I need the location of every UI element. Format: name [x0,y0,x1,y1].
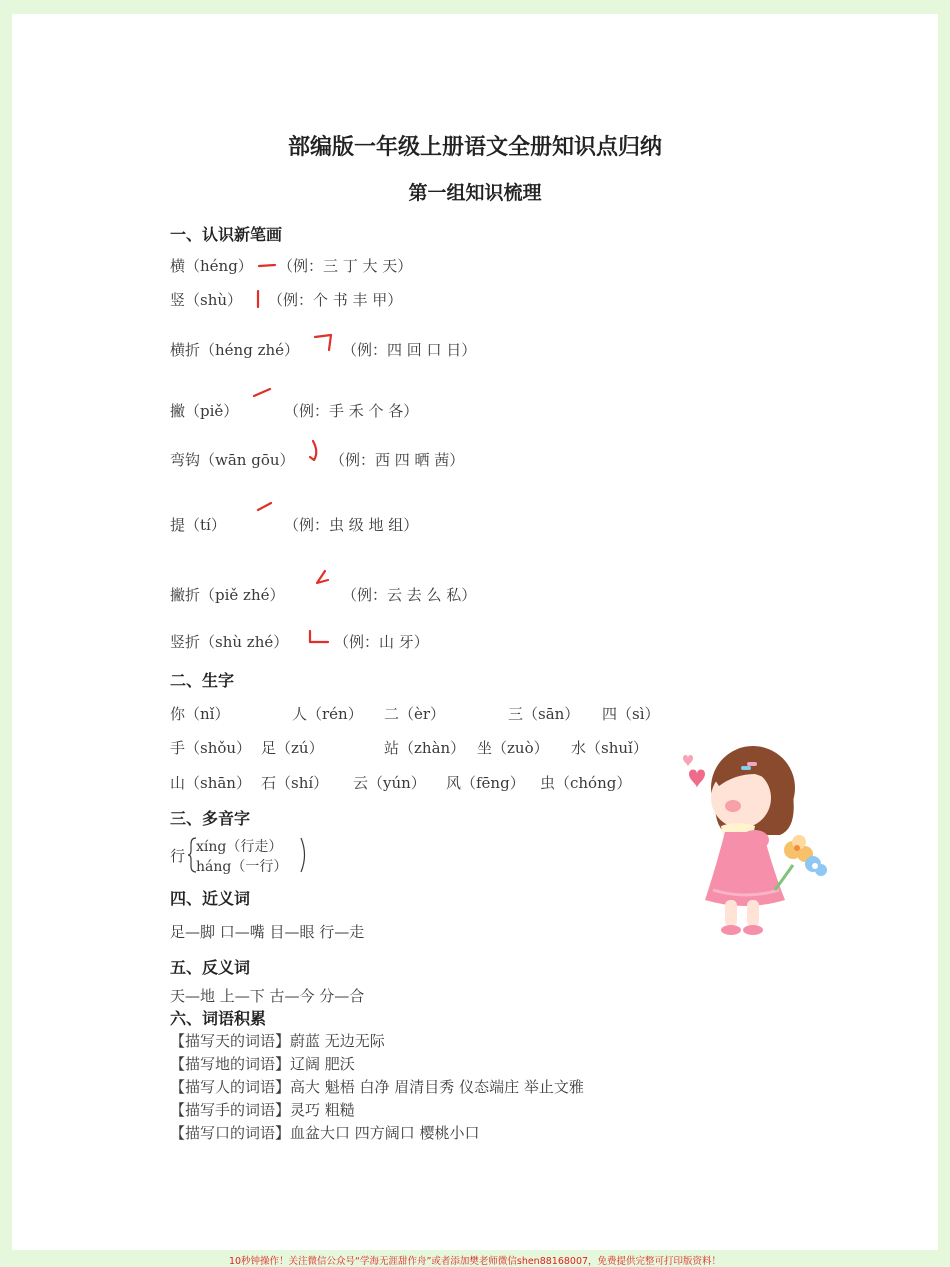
char-item: 山（shān） [170,774,251,792]
char-item: 坐（zuò） [477,739,549,757]
piezhe-stroke-icon [312,568,332,590]
stroke-name: 弯钩（wān gōu） [170,451,295,469]
char-item: 云（yún） [353,774,426,792]
char-item: 站（zhàn） [384,739,466,757]
char-item: 水（shuǐ） [571,739,648,757]
stroke-name: 撇（piě） [170,402,239,420]
char-item: 人（rén） [292,705,363,723]
vocab-line: 【描写手的词语】灵巧 粗糙 [170,1101,355,1119]
antonym-list: 天—地 上—下 古—今 分—合 [170,987,365,1005]
right-paren-icon [298,836,310,874]
stroke-examples: （例：三 丁 大 天） [278,257,413,275]
section-heading-antonyms: 五、反义词 [170,958,251,977]
document-title: 部编版一年级上册语文全册知识点归纳 [287,135,662,160]
shuzhe-stroke-icon [306,628,332,648]
stroke-name: 竖（shù） [170,291,243,309]
ti-stroke-icon [254,499,274,513]
wangou-stroke-icon [305,438,325,466]
promo-footer: 10秒钟操作！关注微信公众号“学海无涯甜作舟”或者添加樊老师微信shen88168007，免费提供完整可打印版资料！ [228,1256,722,1267]
polyphone-char: 行 [170,847,186,865]
section-heading-vocabulary: 六、词语积累 [170,1009,267,1028]
vocab-line: 【描写人的词语】高大 魁梧 白净 眉清目秀 仪态端庄 举止文雅 [170,1078,584,1096]
heng-stroke-icon [257,256,277,276]
stroke-examples: （例：西 四 晒 茜） [330,451,465,469]
stroke-examples: （例：四 回 口 日） [342,341,477,359]
stroke-name: 竖折（shù zhé） [170,633,289,651]
char-item: 手（shǒu） [170,739,252,757]
char-item: 石（shí） [261,774,329,792]
section-heading-strokes: 一、认识新笔画 [170,225,283,244]
polyphone-reading: háng（一行） [196,859,288,875]
char-item: 风（fēng） [446,774,525,792]
hengzhe-stroke-icon [312,330,338,354]
polyphone-reading: xíng（行走） [196,839,283,855]
char-item: 你（nǐ） [170,705,230,723]
girl-with-flowers-illustration [675,740,835,940]
section-heading-polyphone: 三、多音字 [170,809,251,828]
section-heading-characters: 二、生字 [170,671,235,690]
stroke-examples: （例：个 书 丰 甲） [268,291,403,309]
section-heading-synonyms: 四、近义词 [170,889,251,908]
stroke-examples: （例：山 牙） [334,633,429,651]
pie-stroke-icon [250,385,274,401]
synonym-list: 足—脚 口—嘴 目—眼 行—走 [170,923,365,941]
stroke-name: 提（tí） [170,516,226,534]
stroke-examples: （例：手 禾 个 各） [284,402,419,420]
char-item: 四（sì） [602,705,660,723]
stroke-name: 撇折（piě zhé） [170,586,285,604]
stroke-examples: （例：虫 级 地 组） [284,516,419,534]
shu-stroke-icon [251,288,265,310]
stroke-name: 横（héng） [170,257,253,275]
char-item: 三（sān） [508,705,580,723]
char-item: 虫（chóng） [540,774,632,792]
vocab-line: 【描写地的词语】辽阔 肥沃 [170,1055,355,1073]
char-item: 二（èr） [384,705,446,723]
stroke-examples: （例：云 去 么 私） [342,586,477,604]
vocab-line: 【描写口的词语】血盆大口 四方阔口 樱桃小口 [170,1124,480,1142]
char-item: 足（zú） [261,739,324,757]
vocab-line: 【描写天的词语】蔚蓝 无边无际 [170,1032,385,1050]
stroke-name: 横折（héng zhé） [170,341,300,359]
document-subtitle: 第一组知识梳理 [408,182,542,204]
